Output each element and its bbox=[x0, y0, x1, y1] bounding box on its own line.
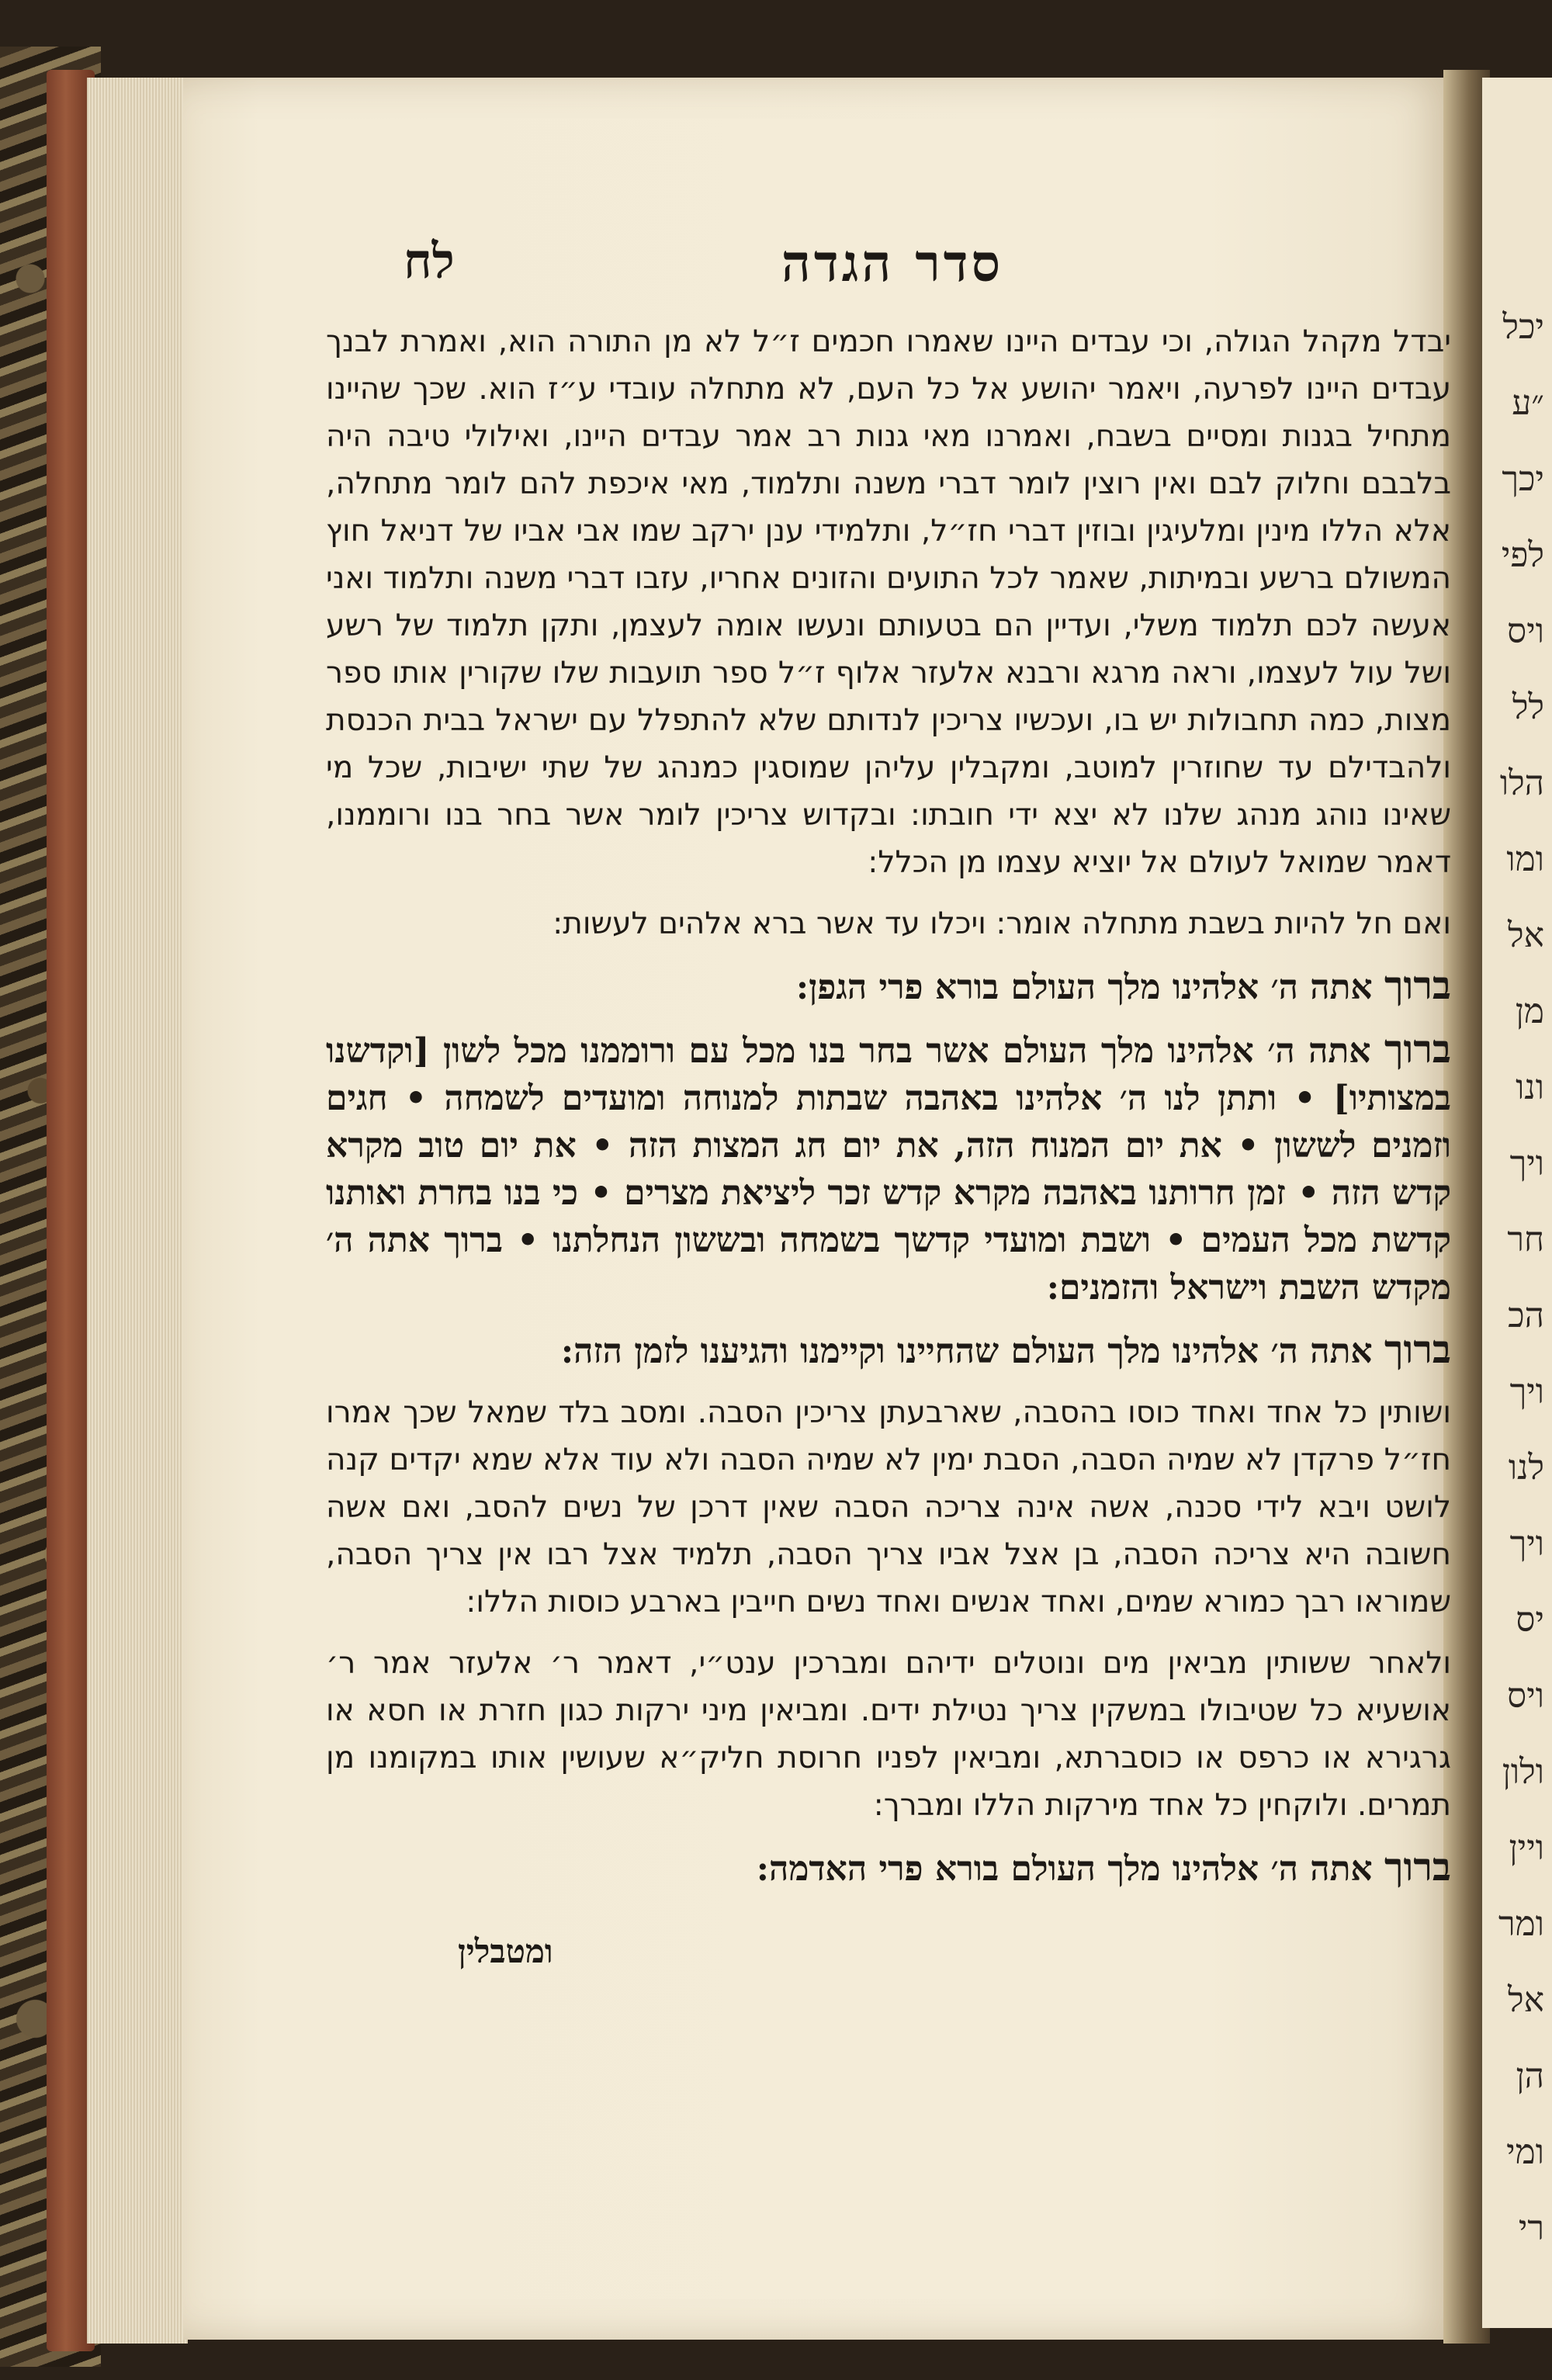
facing-page-text-fragment: ויס bbox=[1507, 611, 1544, 651]
facing-page-text-fragment: ״ע bbox=[1512, 383, 1544, 423]
facing-page-text-fragment: יס bbox=[1516, 1600, 1544, 1640]
facing-page-text-fragment: לל bbox=[1512, 688, 1544, 727]
facing-page-text-fragment: לנו bbox=[1508, 1448, 1544, 1488]
facing-page-text-fragment: יכך bbox=[1502, 459, 1544, 499]
running-title: סדר הגדה bbox=[781, 233, 1004, 293]
facing-page-text-fragment: מן bbox=[1515, 992, 1544, 1031]
facing-page-text-fragment: לפי bbox=[1501, 535, 1544, 575]
facing-page-fragment bbox=[1482, 78, 1552, 2328]
facing-page-text-fragment: ויך bbox=[1509, 1372, 1544, 1412]
paragraph-lead-word: ברוך bbox=[1384, 1326, 1451, 1372]
paragraph-text: ושותין כל אחד ואחד כוסו בהסבה, שארבעתן צריכין הסבה. ומסב בלד שמאל שכך אמרו חז״ל פרקדן לא שמיה הסבה, הסבת ימין לא שמיה הסבה ולא עוד אלא שמא יקדים קנה לושט ויבא לידי סכנה, אשה אינה צריכה הסבה שאין דרכן של נשים להסב, ואם אשה חשובה היא צריכה הסבה, בן אצל אביו צריך הסבה, תלמיד אצל רבו אין צריך הסבה, שמוראו רבך כמורא שמים, ואחד אנשים ואחד נשים חייבין בארבע כוסות הללו: bbox=[326, 1395, 1451, 1620]
facing-page-text-fragment: ויך bbox=[1509, 1524, 1544, 1564]
page-body bbox=[326, 318, 1451, 1907]
facing-page-text-fragment: ונו bbox=[1516, 1068, 1544, 1107]
facing-page-text-fragment: חר bbox=[1507, 1220, 1544, 1259]
paragraph bbox=[326, 900, 1451, 947]
facing-page-text-fragment: רי bbox=[1518, 2209, 1544, 2248]
paragraph bbox=[326, 1843, 1451, 1893]
paragraph bbox=[326, 1389, 1451, 1626]
paragraph-lead-word: ברוך bbox=[1384, 1844, 1451, 1890]
paragraph-text: אתה ה׳ אלהינו מלך העולם בורא פרי האדמה: bbox=[756, 1849, 1384, 1889]
facing-page-text-fragment: הן bbox=[1516, 2056, 1544, 2096]
paragraph-lead-word: ברוך bbox=[1384, 962, 1451, 1008]
paragraph bbox=[326, 318, 1451, 886]
paragraph-lead-word: ברוך bbox=[1384, 1026, 1452, 1072]
paragraph-text: ולאחר ששותין מביאין מים ונוטלים ידיהם ומברכין ענט״י, דאמר ר׳ אלעזר אמר ר׳ אושעיא כל שטיבולו במשקין צריך נטילת ידים. ומביאין מיני ירקות כגון חזרת או חסא או גרגירא או כרפס או כוסברתא, ומביאין לפניו חרוסת חליק״א שעושין אותו במקומנו מן תמרים. ולוקחין כל אחד מירקות הללו ומברך: bbox=[326, 1646, 1451, 1823]
catchword: ומטבלין bbox=[458, 1932, 553, 1970]
facing-page-text-fragment: ומי bbox=[1506, 2132, 1544, 2172]
facing-page-text-fragment: ויך bbox=[1509, 1144, 1544, 1183]
paragraph-text: אתה ה׳ אלהינו מלך העולם שהחיינו וקיימנו והגיענו לזמן הזה: bbox=[560, 1332, 1384, 1371]
facing-page-text-fragment: אל bbox=[1508, 1980, 1544, 2020]
facing-page-text-fragment: יכל bbox=[1502, 307, 1544, 347]
paragraph bbox=[326, 961, 1451, 1011]
paragraph bbox=[326, 1640, 1451, 1829]
facing-page-text-fragment: ויס bbox=[1507, 1676, 1544, 1716]
facing-page-text-fragment: אל bbox=[1508, 916, 1544, 955]
paragraph-text: אתה ה׳ אלהינו מלך העולם בורא פרי הגפן: bbox=[795, 968, 1384, 1007]
facing-page-text-fragment: הלו bbox=[1499, 764, 1544, 803]
paragraph-text: יבדל מקהל הגולה, וכי עבדים היינו שאמרו חכמים ז״ל לא מן התורה הוא, ואמרת לבנך עבדים היינו לפרעה, ויאמר יהושע אל כל העם, לא מתחלה עובדי ע״ז הוא. שכך שהיינו מתחיל בגנות ומסיים בשבח, ואמרנו מאי גנות רב אמר עבדים היינו, ואילולי טיבה היה בלבבם וחלוק לבם ואין רוצין לומר דברי משנה ותלמוד, מאי איכפת להם לומר מתחלה, אלא הללו מינין ומלעיגין ובוזין דברי חז״ל, ותלמידי ענן ירקב שמו אבי אביו של דניאל חוץ המשולם ברשע ובמיתות, שאמר לכל התועים והזונים אחריו, עזבו דברי משנה ותלמוד ואני אעשה לכם תלמוד משלי, ועדיין הם בטעותם ונעשו אומה לעצמן, ותקן תלמוד של רשע ושל עול לעצמו, וראה מרגא ורבנא אלעזר אלוף ז״ל ספר תועבות שלו שקורין אותו ספר מצות, כמה תחבולות יש בו, ועכשיו צריכין לנדותם שלא להתפלל עם ישראל בבית הכנסת ולהבדילם עד שחוזרין למוטב, ומקבלין עליהן שמוסגין כמנהג של שתי ישיבות, שכל מי שאינו נוהג מנהג שלנו לא יצא ידי חובתו: ובקדוש צריכין לומר אשר בחר בנו ורוממנו, דאמר שמואל לעולם אל יוציא עצמו מן הכלל: bbox=[326, 324, 1451, 880]
page-header bbox=[388, 233, 1397, 303]
paragraph-text: ואם חל להיות בשבת מתחלה אומר: ויכלו עד אשר ברא אלהים לעשות: bbox=[553, 906, 1451, 941]
page-edges bbox=[87, 78, 188, 2344]
facing-page-text-fragment: ומר bbox=[1498, 1904, 1544, 1944]
facing-page-text-fragment: הכ bbox=[1508, 1296, 1544, 1336]
facing-page-text-fragment: ומו bbox=[1506, 840, 1544, 879]
paragraph-text: אתה ה׳ אלהינו מלך העולם אשר בחר בנו מכל עם ורוממנו מכל לשון [וקדשנו במצותיו] • ותתן לנו ה׳ אלהינו באהבה שבתות למנוחה ומועדים לשמחה • חגים וזמנים לששון • את יום המנוח הזה, את יום חג המצות הזה • את יום טוב מקרא קדש הזה • זמן חרותנו באהבה מקרא קדש זכר ליציאת מצרים • כי בנו בחרת ואותנו קדשת מכל העמים • ושבת ומועדי קדשך בשמחה ובששון הנחלתנו • ברוך אתה ה׳ מקדש השבת וישראל והזמנים: bbox=[326, 1031, 1451, 1308]
paragraph bbox=[326, 1325, 1451, 1375]
folio-number: לח bbox=[404, 233, 455, 289]
facing-page-text-fragment: ויין bbox=[1509, 1828, 1544, 1868]
facing-page-text-fragment: ולון bbox=[1502, 1752, 1544, 1792]
paragraph bbox=[326, 1025, 1451, 1311]
